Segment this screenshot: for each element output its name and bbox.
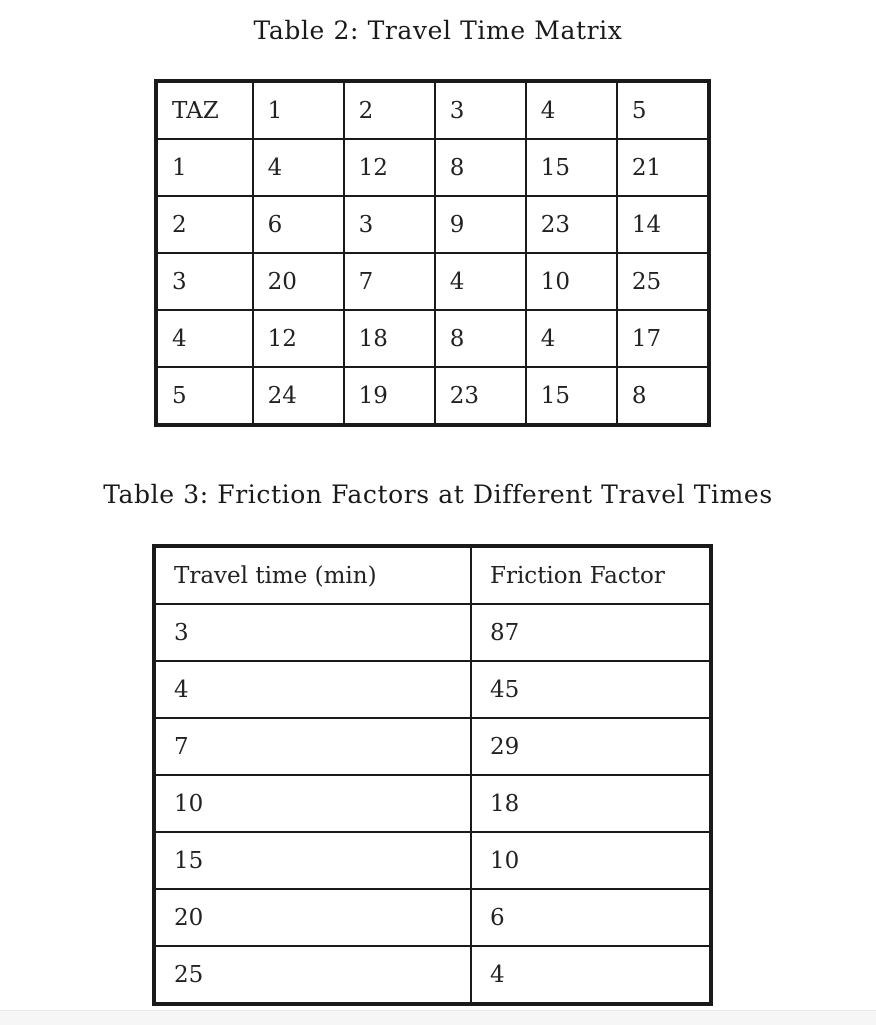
table-row	[156, 253, 709, 310]
table3-caption: Table 3: Friction Factors at Different Travel Times	[103, 480, 773, 509]
table-cell: 5	[156, 367, 253, 425]
table-header-cell: TAZ	[156, 81, 253, 139]
table-cell: 8	[435, 139, 526, 196]
table-row	[156, 367, 709, 425]
table-row	[154, 832, 711, 889]
table-row	[156, 139, 709, 196]
table-cell: 6	[253, 196, 344, 253]
table-cell: 1	[156, 139, 253, 196]
table-cell: 4	[471, 946, 711, 1004]
table-row	[154, 718, 711, 775]
table-cell: 7	[344, 253, 435, 310]
table-cell: 15	[526, 139, 617, 196]
table2-caption: Table 2: Travel Time Matrix	[253, 16, 623, 45]
table-row	[156, 310, 709, 367]
page-bottom-edge	[0, 1010, 876, 1025]
table-header-cell: 4	[526, 81, 617, 139]
table-cell: 10	[154, 775, 471, 832]
table-cell: 10	[526, 253, 617, 310]
table-row	[154, 604, 711, 661]
table-cell: 2	[156, 196, 253, 253]
table-cell: 15	[154, 832, 471, 889]
table-cell: 45	[471, 661, 711, 718]
table-cell: 21	[617, 139, 709, 196]
table-cell: 4	[526, 310, 617, 367]
friction-factors-table	[152, 544, 713, 1006]
table-header-cell: Friction Factor	[471, 546, 711, 604]
table-header-row	[154, 546, 711, 604]
table-cell: 8	[435, 310, 526, 367]
table-row	[154, 946, 711, 1004]
table-cell: 8	[617, 367, 709, 425]
table-cell: 10	[471, 832, 711, 889]
table-cell: 7	[154, 718, 471, 775]
table-header-cell: 1	[253, 81, 344, 139]
table-cell: 23	[526, 196, 617, 253]
table-cell: 3	[156, 253, 253, 310]
table-cell: 18	[344, 310, 435, 367]
table-cell: 19	[344, 367, 435, 425]
table-cell: 12	[253, 310, 344, 367]
table-cell: 15	[526, 367, 617, 425]
table-cell: 20	[154, 889, 471, 946]
table-cell: 17	[617, 310, 709, 367]
table-row	[154, 889, 711, 946]
table-cell: 12	[344, 139, 435, 196]
table-cell: 18	[471, 775, 711, 832]
table-cell: 20	[253, 253, 344, 310]
table-cell: 4	[253, 139, 344, 196]
table-cell: 23	[435, 367, 526, 425]
table-header-cell: 5	[617, 81, 709, 139]
travel-time-matrix-table	[154, 79, 711, 427]
table-cell: 3	[154, 604, 471, 661]
table-cell: 25	[617, 253, 709, 310]
table-cell: 87	[471, 604, 711, 661]
table-header-cell: 2	[344, 81, 435, 139]
table-row	[154, 775, 711, 832]
table-cell: 4	[156, 310, 253, 367]
table-row	[156, 196, 709, 253]
table-header-cell: Travel time (min)	[154, 546, 471, 604]
table-header-cell: 3	[435, 81, 526, 139]
table-cell: 3	[344, 196, 435, 253]
table-cell: 4	[435, 253, 526, 310]
table-cell: 6	[471, 889, 711, 946]
table-header-row	[156, 81, 709, 139]
table-cell: 25	[154, 946, 471, 1004]
table-cell: 24	[253, 367, 344, 425]
table-cell: 29	[471, 718, 711, 775]
table-cell: 14	[617, 196, 709, 253]
table-row	[154, 661, 711, 718]
table-cell: 4	[154, 661, 471, 718]
table-cell: 9	[435, 196, 526, 253]
